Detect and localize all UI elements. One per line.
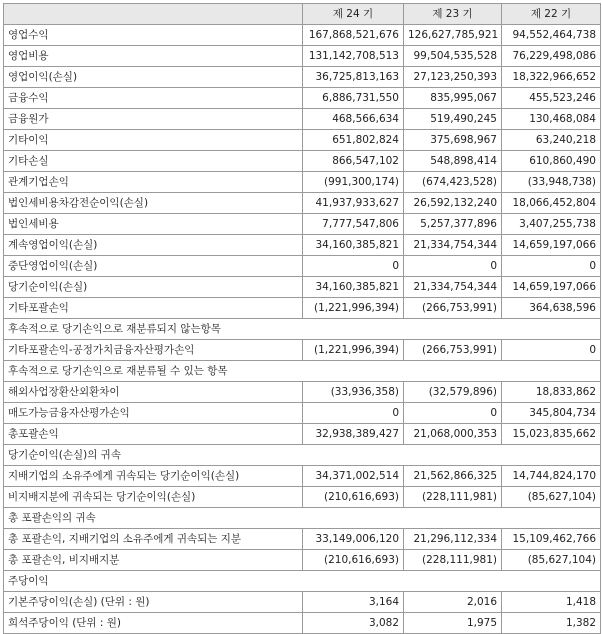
value-cell-22: (85,627,104): [502, 550, 601, 571]
row-label: 중단영업이익(손실): [4, 256, 303, 277]
header-period-22: 제 22 기: [502, 4, 601, 25]
value-cell-24: 36,725,813,163: [303, 67, 404, 88]
row-label: 기타포괄손익: [4, 298, 303, 319]
value-cell-22: 0: [502, 340, 601, 361]
value-cell-23: 21,562,866,325: [404, 466, 502, 487]
value-cell-22: 1,382: [502, 613, 601, 634]
value-cell-22: 14,744,824,170: [502, 466, 601, 487]
value-cell-23: 0: [404, 403, 502, 424]
value-cell-23: 126,627,785,921: [404, 25, 502, 46]
table-row: [4, 193, 601, 214]
table-body: [4, 25, 601, 634]
table-row: [4, 46, 601, 67]
value-cell-22: 14,659,197,066: [502, 235, 601, 256]
value-cell-23: 0: [404, 256, 502, 277]
value-cell-22: 14,659,197,066: [502, 277, 601, 298]
section-label: 총 포괄손익의 귀속: [4, 508, 601, 529]
value-cell-24: (33,936,358): [303, 382, 404, 403]
table-row: [4, 25, 601, 46]
value-cell-23: 21,334,754,344: [404, 235, 502, 256]
value-cell-22: 15,109,462,766: [502, 529, 601, 550]
header-label-cell: [4, 4, 303, 25]
value-cell-22: 455,523,246: [502, 88, 601, 109]
row-label: 기타손실: [4, 151, 303, 172]
value-cell-24: 33,149,006,120: [303, 529, 404, 550]
section-label: 주당이익: [4, 571, 601, 592]
value-cell-23: 835,995,067: [404, 88, 502, 109]
header-period-23: 제 23 기: [404, 4, 502, 25]
value-cell-22: 0: [502, 256, 601, 277]
value-cell-23: 27,123,250,393: [404, 67, 502, 88]
row-label: 기본주당이익(손실) (단위 : 원): [4, 592, 303, 613]
row-label: 희석주당이익 (단위 : 원): [4, 613, 303, 634]
row-label: 법인세비용차감전순이익(손실): [4, 193, 303, 214]
table-row: [4, 529, 601, 550]
value-cell-23: 375,698,967: [404, 130, 502, 151]
row-label: 법인세비용: [4, 214, 303, 235]
row-label: 매도가능금융자산평가손익: [4, 403, 303, 424]
value-cell-24: 0: [303, 403, 404, 424]
value-cell-22: (33,948,738): [502, 172, 601, 193]
value-cell-23: 519,490,245: [404, 109, 502, 130]
value-cell-23: 21,068,000,353: [404, 424, 502, 445]
value-cell-23: 99,504,535,528: [404, 46, 502, 67]
header-row: [4, 4, 601, 25]
value-cell-23: 26,592,132,240: [404, 193, 502, 214]
table-row: [4, 445, 601, 466]
row-label: 총포괄손익: [4, 424, 303, 445]
value-cell-24: (991,300,174): [303, 172, 404, 193]
value-cell-23: (32,579,896): [404, 382, 502, 403]
row-label: 기타포괄손익-공정가치금융자산평가손익: [4, 340, 303, 361]
value-cell-24: 34,160,385,821: [303, 235, 404, 256]
value-cell-23: 548,898,414: [404, 151, 502, 172]
value-cell-24: 468,566,634: [303, 109, 404, 130]
table-row: [4, 340, 601, 361]
value-cell-24: 167,868,521,676: [303, 25, 404, 46]
row-label: 지배기업의 소유주에게 귀속되는 당기순이익(손실): [4, 466, 303, 487]
value-cell-24: 651,802,824: [303, 130, 404, 151]
value-cell-23: 21,296,112,334: [404, 529, 502, 550]
row-label: 총 포괄손익, 지배기업의 소유주에게 귀속되는 지분: [4, 529, 303, 550]
value-cell-24: 41,937,933,627: [303, 193, 404, 214]
value-cell-22: 63,240,218: [502, 130, 601, 151]
value-cell-23: (228,111,981): [404, 487, 502, 508]
table-row: [4, 508, 601, 529]
table-row: [4, 235, 601, 256]
table-row: [4, 424, 601, 445]
header-period-24: 제 24 기: [303, 4, 404, 25]
table-row: [4, 256, 601, 277]
value-cell-24: 7,777,547,806: [303, 214, 404, 235]
value-cell-22: 1,418: [502, 592, 601, 613]
section-label: 당기순이익(손실)의 귀속: [4, 445, 601, 466]
value-cell-22: 130,468,084: [502, 109, 601, 130]
section-label: 후속적으로 당기손익으로 재분류될 수 있는 항목: [4, 361, 601, 382]
row-label: 당기순이익(손실): [4, 277, 303, 298]
value-cell-24: 131,142,708,513: [303, 46, 404, 67]
value-cell-24: (1,221,996,394): [303, 340, 404, 361]
row-label: 금융수익: [4, 88, 303, 109]
value-cell-23: (674,423,528): [404, 172, 502, 193]
value-cell-22: 3,407,255,738: [502, 214, 601, 235]
value-cell-23: 2,016: [404, 592, 502, 613]
value-cell-24: 0: [303, 256, 404, 277]
value-cell-22: 345,804,734: [502, 403, 601, 424]
row-label: 영업이익(손실): [4, 67, 303, 88]
row-label: 관계기업손익: [4, 172, 303, 193]
value-cell-24: 32,938,389,427: [303, 424, 404, 445]
table-row: [4, 403, 601, 424]
value-cell-22: 18,066,452,804: [502, 193, 601, 214]
table-row: [4, 277, 601, 298]
value-cell-23: (266,753,991): [404, 298, 502, 319]
value-cell-23: 21,334,754,344: [404, 277, 502, 298]
row-label: 기타이익: [4, 130, 303, 151]
row-label: 금융원가: [4, 109, 303, 130]
income-statement-table: [3, 3, 601, 634]
value-cell-24: 3,082: [303, 613, 404, 634]
value-cell-23: (266,753,991): [404, 340, 502, 361]
table-row: [4, 214, 601, 235]
row-label: 비지배지분에 귀속되는 당기순이익(손실): [4, 487, 303, 508]
table-row: [4, 109, 601, 130]
value-cell-22: 364,638,596: [502, 298, 601, 319]
value-cell-24: (1,221,996,394): [303, 298, 404, 319]
table-row: [4, 130, 601, 151]
value-cell-23: 5,257,377,896: [404, 214, 502, 235]
value-cell-22: 18,833,862: [502, 382, 601, 403]
row-label: 영업수익: [4, 25, 303, 46]
section-label: 후속적으로 당기손익으로 재분류되지 않는항목: [4, 319, 601, 340]
value-cell-22: 15,023,835,662: [502, 424, 601, 445]
table-row: [4, 550, 601, 571]
table-row: [4, 172, 601, 193]
table-row: [4, 67, 601, 88]
value-cell-24: 34,371,002,514: [303, 466, 404, 487]
row-label: 영업비용: [4, 46, 303, 67]
table-row: [4, 88, 601, 109]
value-cell-24: (210,616,693): [303, 550, 404, 571]
table-row: [4, 361, 601, 382]
table-row: [4, 319, 601, 340]
table-row: [4, 298, 601, 319]
row-label: 계속영업이익(손실): [4, 235, 303, 256]
value-cell-24: 6,886,731,550: [303, 88, 404, 109]
value-cell-22: 18,322,966,652: [502, 67, 601, 88]
value-cell-24: (210,616,693): [303, 487, 404, 508]
table-row: [4, 382, 601, 403]
value-cell-22: 610,860,490: [502, 151, 601, 172]
row-label: 총 포괄손익, 비지배지분: [4, 550, 303, 571]
table-row: [4, 592, 601, 613]
table-row: [4, 613, 601, 634]
table-row: [4, 487, 601, 508]
value-cell-24: 34,160,385,821: [303, 277, 404, 298]
value-cell-24: 866,547,102: [303, 151, 404, 172]
value-cell-22: 76,229,498,086: [502, 46, 601, 67]
value-cell-23: 1,975: [404, 613, 502, 634]
value-cell-24: 3,164: [303, 592, 404, 613]
table-row: [4, 466, 601, 487]
table-row: [4, 151, 601, 172]
row-label: 해외사업장환산외환차이: [4, 382, 303, 403]
value-cell-22: (85,627,104): [502, 487, 601, 508]
table-row: [4, 571, 601, 592]
value-cell-22: 94,552,464,738: [502, 25, 601, 46]
value-cell-23: (228,111,981): [404, 550, 502, 571]
